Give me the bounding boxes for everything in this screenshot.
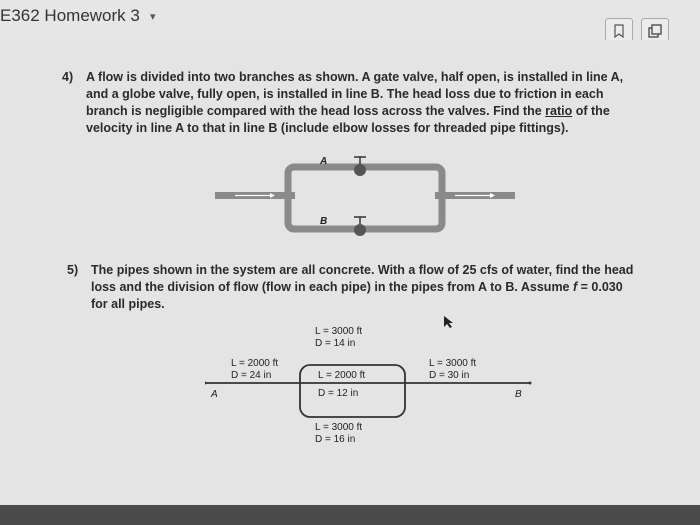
title-dropdown-icon[interactable]: ▾ bbox=[150, 11, 156, 23]
underlined-word: ratio bbox=[545, 104, 573, 118]
mouse-cursor-icon bbox=[443, 315, 455, 329]
text-line: A flow is divided into two branches as shown. A gate valve, half open, is installed in line A, bbox=[86, 70, 624, 84]
taskbar bbox=[0, 505, 700, 525]
left-pipe-diameter: D = 24 in bbox=[231, 370, 272, 381]
text-line bbox=[91, 279, 633, 296]
text-segment: branch is negligible compared with the head loss across the valves. Find the bbox=[86, 104, 542, 118]
text-line: and a globe valve, fully open, is installed in line B. The head loss due to friction in each bbox=[86, 87, 604, 101]
gate-valve-a bbox=[354, 164, 366, 176]
left-pipe-length: L = 2000 ft bbox=[231, 358, 279, 369]
line-b-label: B bbox=[320, 216, 328, 227]
text-line bbox=[86, 103, 623, 120]
document-page bbox=[0, 40, 700, 510]
point-b-label: B bbox=[515, 389, 522, 400]
text-segment: of the bbox=[575, 104, 610, 118]
bottom-pipe-diameter: D = 16 in bbox=[315, 434, 356, 445]
pipe-network-diagram bbox=[205, 340, 535, 450]
point-b-marker bbox=[529, 382, 532, 385]
point-a-marker bbox=[205, 382, 207, 385]
text-line: for all pipes. bbox=[91, 297, 165, 311]
line-a-label: A bbox=[320, 156, 328, 167]
question-number: 5) bbox=[67, 263, 79, 277]
question-text bbox=[91, 262, 633, 313]
text-segment: loss and the division of flow (flow in each pipe) in the pipes from A to B. Assume bbox=[91, 280, 570, 294]
middle-pipe-diameter: D = 12 in bbox=[318, 388, 359, 399]
question-4 bbox=[62, 69, 662, 149]
branch-pipe-diagram bbox=[215, 155, 515, 245]
friction-factor-value: = 0.030 bbox=[577, 280, 623, 294]
question-number: 4) bbox=[62, 70, 74, 84]
globe-valve-b bbox=[354, 224, 366, 236]
document-title[interactable]: E362 Homework 3 bbox=[0, 6, 140, 25]
bottom-pipe-length: L = 3000 ft bbox=[315, 422, 363, 433]
right-pipe-diameter: D = 30 in bbox=[429, 370, 470, 381]
top-pipe-diameter: D = 14 in bbox=[315, 338, 356, 349]
right-pipe-length: L = 3000 ft bbox=[429, 358, 477, 369]
text-line: velocity in line A to that in line B (include elbow losses for threaded pipe fittings). bbox=[86, 121, 569, 135]
question-5 bbox=[67, 262, 667, 322]
top-pipe-length: L = 3000 ft bbox=[315, 326, 363, 337]
document-header bbox=[0, 0, 700, 40]
pipe-loop bbox=[288, 167, 442, 229]
middle-pipe-length: L = 2000 ft bbox=[318, 370, 366, 381]
friction-factor-symbol: f bbox=[573, 280, 578, 294]
point-a-label: A bbox=[211, 389, 218, 400]
text-line: The pipes shown in the system are all concrete. With a flow of 25 cfs of water, find the head bbox=[91, 263, 634, 277]
question-text bbox=[86, 69, 623, 137]
